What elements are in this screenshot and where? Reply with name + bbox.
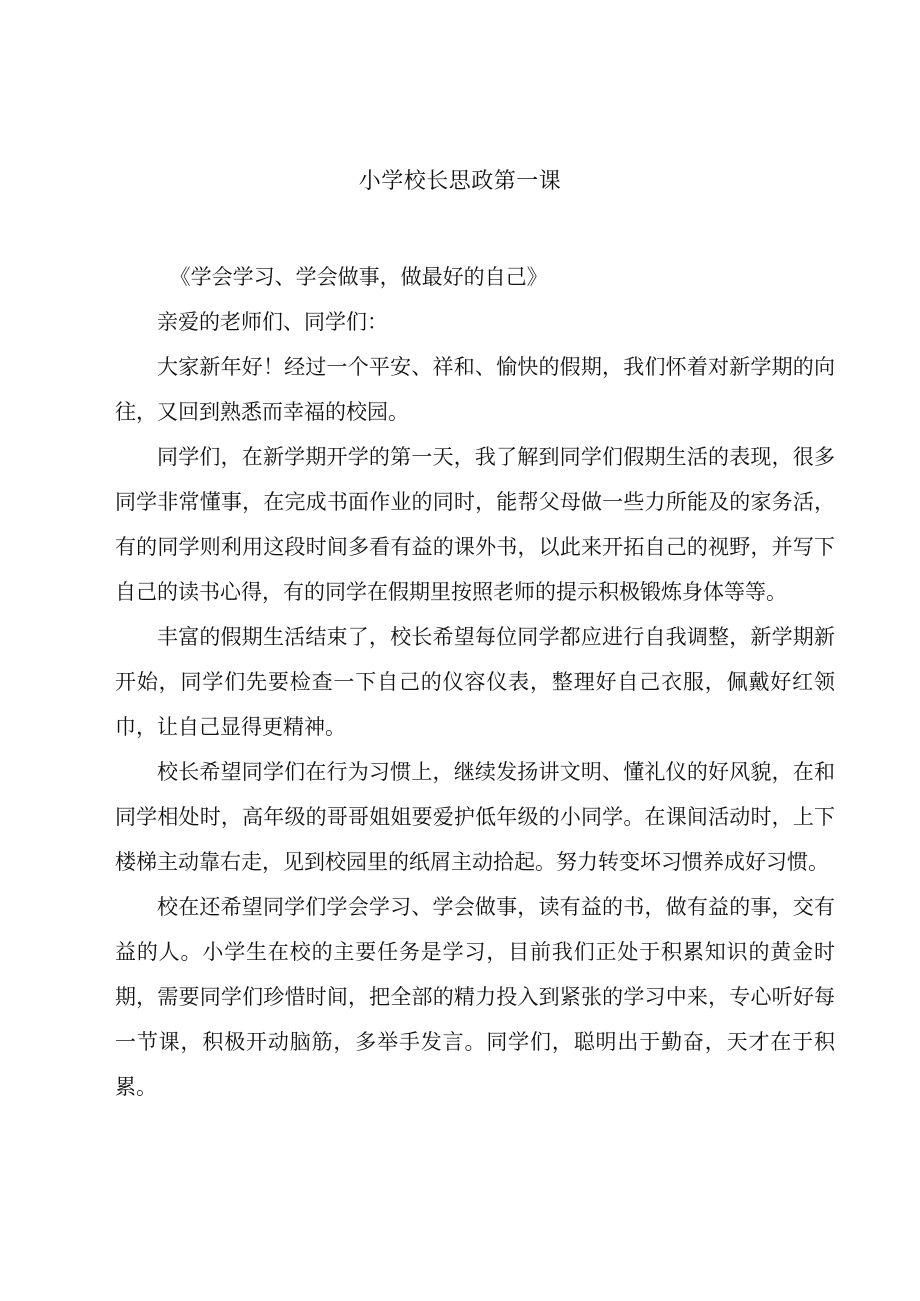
- body-paragraph-5: 校在还希望同学们学会学习、学会做事，读有益的书，做有益的事，交有益的人。小学生在校的主要任务是学习，目前我们正处于积累知识的黄金时期，需要同学们珍惜时间，把全部的精力投入到紧张的学习中来，专心听好每一节课，积极开动脑筋，多举手发言。同学们，聪明出于勤奋，天才在于积累。: [115, 895, 835, 1099]
- body-paragraph-2: 同学们，在新学期开学的第一天，我了解到同学们假期生活的表现，很多同学非常懂事，在完成书面作业的同时，能帮父母做一些力所能及的家务活，有的同学则利用这段时间多看有益的课外书，以此来开拓自己的视野，并写下自己的读书心得，有的同学在假期里按照老师的提示积极锻炼身体等等。: [115, 445, 835, 604]
- greeting: 亲爱的老师们、同学们：: [157, 310, 388, 334]
- document-body: [115, 255, 835, 1110]
- speech-subtitle: 《学会学习、学会做事，做最好的自己》: [169, 265, 548, 289]
- body-paragraph-3: 丰富的假期生活结束了，校长希望每位同学都应进行自我调整，新学期新开始，同学们先要检查一下自己的仪容仪表，整理好自己衣服，佩戴好红领巾，让自己显得更精神。: [115, 625, 835, 739]
- body-paragraph-4: 校长希望同学们在行为习惯上，继续发扬讲文明、懂礼仪的好风貌，在和同学相处时，高年级的哥哥姐姐要爱护低年级的小同学。在课间活动时，上下楼梯主动靠右走，见到校园里的纸屑主动拾起。努力转变坏习惯养成好习惯。: [115, 760, 835, 874]
- document-title: 小学校长思政第一课: [358, 169, 562, 194]
- body-paragraph-1: 大家新年好！经过一个平安、祥和、愉快的假期，我们怀着对新学期的向往，又回到熟悉而幸福的校园。: [115, 355, 835, 424]
